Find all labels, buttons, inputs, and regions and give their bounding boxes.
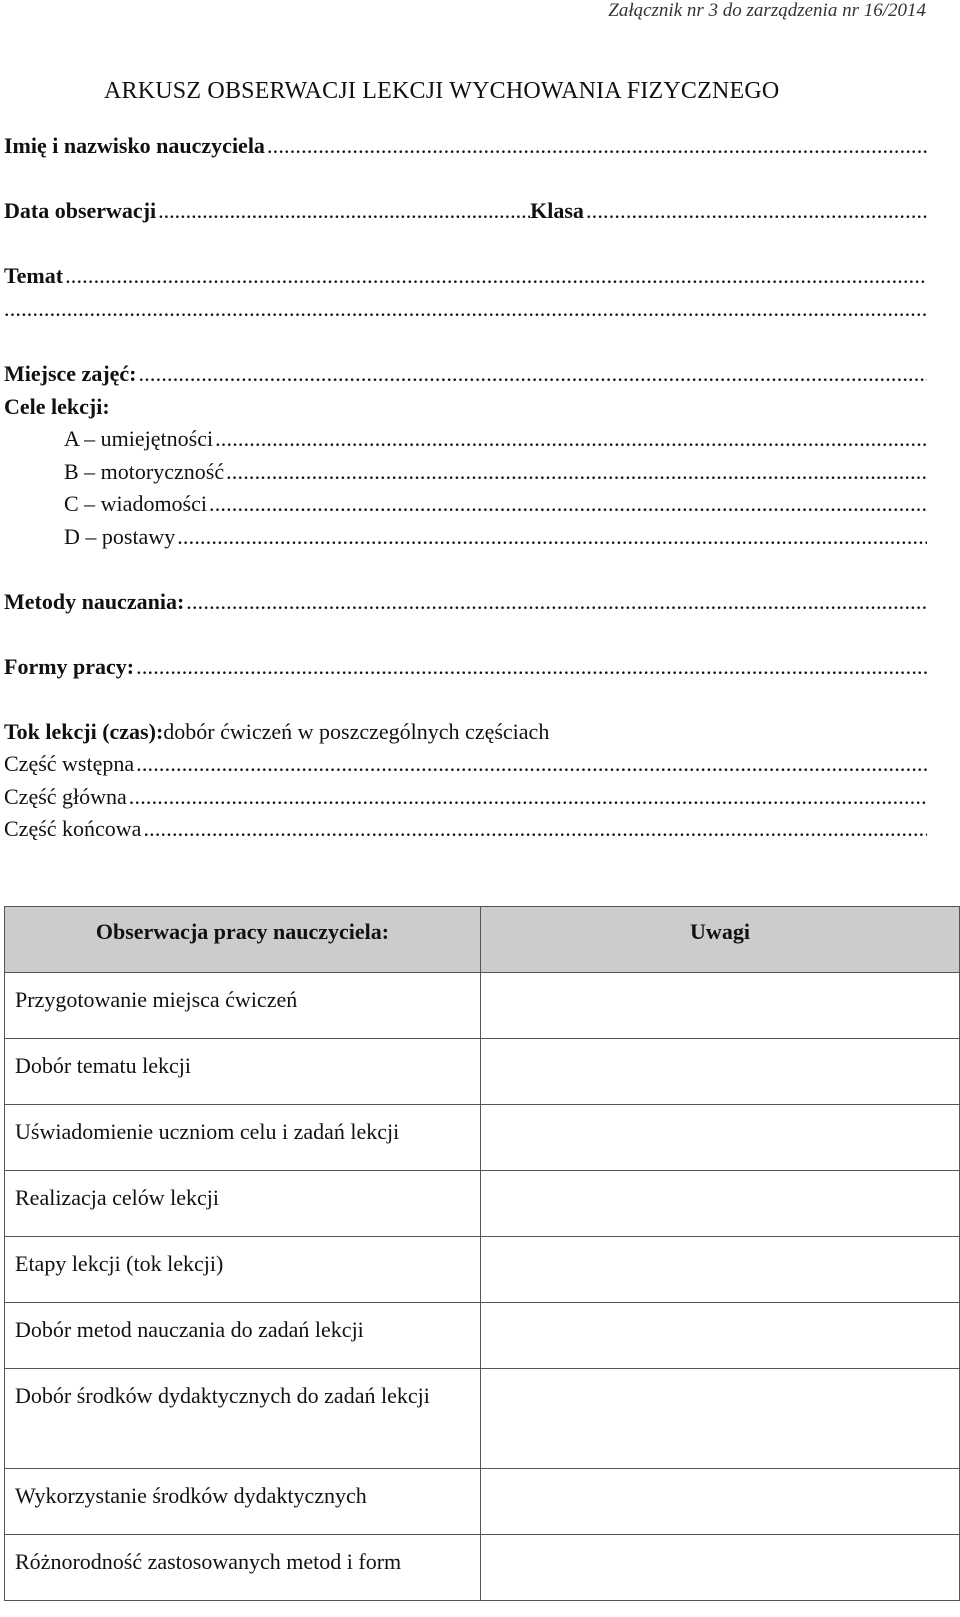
dotted-fill — [65, 263, 927, 289]
document-title: ARKUSZ OBSERWACJI LEKCJI WYCHOWANIA FIZYCZNEGO — [104, 78, 780, 104]
remarks-cell[interactable] — [481, 1469, 960, 1535]
dotted-fill — [177, 524, 927, 550]
table-row — [5, 1039, 960, 1105]
observation-date-label: Data obserwacji — [4, 198, 157, 223]
table-row — [5, 1535, 960, 1601]
dotted-fill — [209, 491, 927, 517]
remarks-cell[interactable] — [481, 1303, 960, 1369]
dotted-fill — [215, 426, 927, 452]
criterion-cell: Przygotowanie miejsca ćwiczeń — [5, 973, 481, 1039]
remarks-cell[interactable] — [481, 1105, 960, 1171]
table-row — [5, 1171, 960, 1237]
observation-date-field[interactable] — [4, 198, 927, 228]
final-part-label: Część końcowa — [4, 816, 142, 841]
work-forms-label: Formy pracy: — [4, 654, 135, 679]
dotted-fill — [186, 589, 927, 615]
location-label: Miejsce zajęć: — [4, 361, 137, 386]
criterion-cell: Uświadomienie uczniom celu i zadań lekcji — [5, 1105, 481, 1171]
observation-table — [4, 906, 960, 1601]
intro-part-label: Część wstępna — [4, 751, 135, 776]
dotted-fill — [226, 459, 927, 485]
table-row — [5, 1105, 960, 1171]
remarks-cell[interactable] — [481, 1535, 960, 1601]
criterion-cell: Wykorzystanie środków dydaktycznych — [5, 1469, 481, 1535]
goal-d-field[interactable] — [64, 524, 927, 554]
table-row — [5, 1303, 960, 1369]
table-header-row — [5, 907, 960, 973]
table-row — [5, 973, 960, 1039]
remarks-cell[interactable] — [481, 1237, 960, 1303]
remarks-cell[interactable] — [481, 1039, 960, 1105]
lesson-flow-label: Tok lekcji (czas): — [4, 719, 164, 744]
final-part-field[interactable] — [4, 816, 927, 846]
lesson-flow-heading — [4, 719, 927, 749]
dotted-fill — [158, 198, 530, 224]
criterion-cell: Dobór środków dydaktycznych do zadań lekcji — [5, 1369, 481, 1469]
goal-d-label: D – postawy — [64, 524, 176, 549]
main-part-label: Część główna — [4, 784, 127, 809]
class-label: Klasa — [530, 198, 584, 223]
dotted-fill — [267, 133, 927, 159]
dotted-fill — [4, 296, 927, 322]
methods-label: Metody nauczania: — [4, 589, 185, 614]
goal-a-field[interactable] — [64, 426, 927, 456]
topic-continuation-field[interactable] — [4, 296, 927, 326]
table-row — [5, 1237, 960, 1303]
criterion-cell: Różnorodność zastosowanych metod i form — [5, 1535, 481, 1601]
dotted-fill — [129, 784, 927, 810]
topic-field[interactable] — [4, 263, 927, 293]
criterion-cell: Dobór tematu lekcji — [5, 1039, 481, 1105]
topic-label: Temat — [4, 263, 64, 288]
goals-heading — [4, 394, 927, 424]
dotted-fill — [139, 361, 927, 387]
dotted-fill — [143, 816, 927, 842]
goal-c-field[interactable] — [64, 491, 927, 521]
intro-part-field[interactable] — [4, 751, 927, 781]
methods-field[interactable] — [4, 589, 927, 619]
goal-c-label: C – wiadomości — [64, 491, 207, 516]
goal-b-label: B – motoryczność — [64, 459, 225, 484]
dotted-fill — [136, 654, 927, 680]
table-row — [5, 1369, 960, 1469]
remarks-cell[interactable] — [481, 1369, 960, 1469]
lesson-flow-description: dobór ćwiczeń w poszczególnych częściach — [163, 719, 550, 744]
observation-column-header: Obserwacja pracy nauczyciela: — [5, 907, 481, 973]
remarks-column-header: Uwagi — [481, 907, 960, 973]
main-part-field[interactable] — [4, 784, 927, 814]
work-forms-field[interactable] — [4, 654, 927, 684]
goal-b-field[interactable] — [64, 459, 927, 489]
location-field[interactable] — [4, 361, 927, 391]
teacher-name-field[interactable] — [4, 133, 927, 163]
remarks-cell[interactable] — [481, 973, 960, 1039]
criterion-cell: Dobór metod nauczania do zadań lekcji — [5, 1303, 481, 1369]
attachment-note: Załącznik nr 3 do zarządzenia nr 16/2014 — [608, 0, 926, 21]
goal-a-label: A – umiejętności — [64, 426, 214, 451]
table-row — [5, 1469, 960, 1535]
dotted-fill — [586, 198, 927, 224]
dotted-fill — [136, 751, 927, 777]
teacher-name-label: Imię i nazwisko nauczyciela — [4, 133, 265, 158]
remarks-cell[interactable] — [481, 1171, 960, 1237]
criterion-cell: Etapy lekcji (tok lekcji) — [5, 1237, 481, 1303]
criterion-cell: Realizacja celów lekcji — [5, 1171, 481, 1237]
goals-label: Cele lekcji: — [4, 394, 110, 419]
